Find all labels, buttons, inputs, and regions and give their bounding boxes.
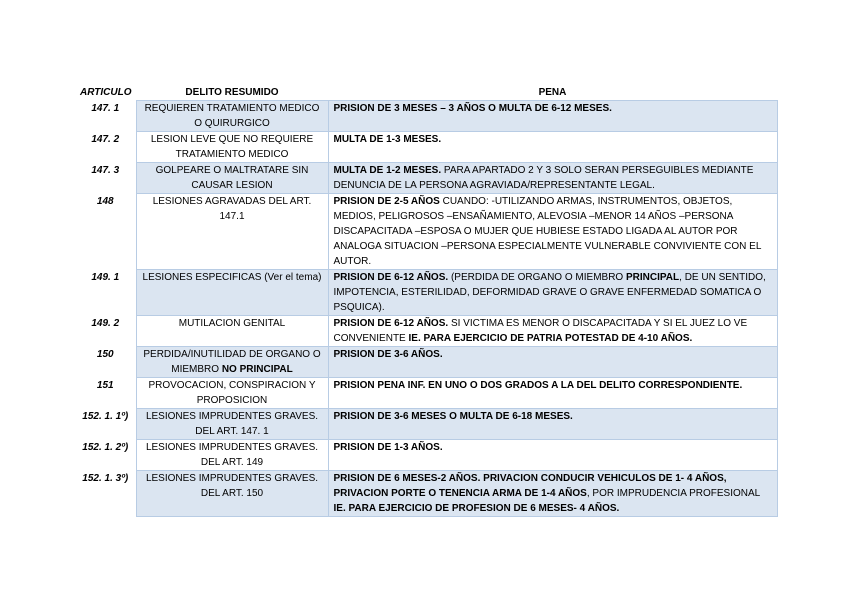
article-cell: 147. 3 <box>91 164 120 176</box>
penalty-cell <box>328 316 777 347</box>
table-body <box>76 101 777 517</box>
penalty-text: SI VICTIMA ES MENOR O DISCAPACITADA Y SI EL JUEZ LO VE CONVENIENTE <box>333 318 748 344</box>
penalty-text: PRISION DE 6-12 AÑOS. <box>333 272 449 283</box>
penalty-cell <box>328 440 777 471</box>
penalty-cell <box>328 101 777 132</box>
penalty-cell <box>328 163 777 194</box>
penalty-text: IE. PARA EJERCICIO DE PATRIA POTESTAD DE 4-10 AÑOS. <box>408 333 693 344</box>
penalty-text: CUANDO: -UTILIZANDO ARMAS, INSTRUMENTOS, OBJETOS, MEDIOS, PELIGROSOS –ENSAÑAMIENTO, ALEVOSIA –MENOR 14 AÑOS –PERSONA DISCAPACITADA –ESPOSA O MUJER QUE HUBIESE ESTADO LIGADA AL AUTOR POR ANALOGA SITUACION –PERSONA ESPECIALMENTE VULNERABLE CONVIVIENTE CON EL AUTOR. <box>333 196 762 267</box>
article-cell: 152. 1. 2º) <box>82 441 129 453</box>
article-cell: 149. 1 <box>91 271 120 283</box>
header-delito: DELITO RESUMIDO <box>136 84 328 101</box>
penalty-cell <box>328 347 777 378</box>
header-pena: PENA <box>328 84 777 101</box>
penalty-cell <box>328 270 777 316</box>
article-cell: 147. 1 <box>91 102 120 114</box>
offense-text: NO PRINCIPAL <box>221 364 293 375</box>
table-row <box>76 378 777 409</box>
penalty-text: IE. PARA EJERCICIO DE PROFESION DE 6 MESES- 4 AÑOS. <box>333 503 620 514</box>
article-cell: 152. 1. 3º) <box>82 472 129 484</box>
article-cell: 150 <box>96 348 114 360</box>
offense-text: PERDIDA/INUTILIDAD DE ORGANO O MIEMBRO <box>143 349 321 375</box>
table-row <box>76 347 777 378</box>
offense-cell: GOLPEARE O MALTRATARE SIN CAUSAR LESION <box>136 163 328 194</box>
penalty-text: , DE UN SENTIDO, IMPOTENCIA, ESTERILIDAD, DEFORMIDAD GRAVE O GRAVE ENFERMEDAD SOMATICA O PSQUICA). <box>333 272 766 313</box>
penalty-cell <box>328 409 777 440</box>
offense-cell: REQUIEREN TRATAMIENTO MEDICO O QUIRURGICO <box>136 101 328 132</box>
penalty-cell <box>328 194 777 270</box>
penalty-cell <box>328 132 777 163</box>
table-row <box>76 440 777 471</box>
article-cell: 149. 2 <box>91 317 120 329</box>
table-row <box>76 409 777 440</box>
table-row <box>76 194 777 270</box>
penalty-text: PARA APARTADO 2 Y 3 SOLO SERAN PERSEGUIBLES MEDIANTE DENUNCIA DE LA PERSONA AGRAVIADA/REPRESENTANTE LEGAL. <box>333 165 754 191</box>
penalty-text: (PERDIDA DE ORGANO O MIEMBRO <box>448 272 626 283</box>
article-cell: 148 <box>96 195 114 207</box>
offense-cell: PROVOCACION, CONSPIRACION Y PROPOSICION <box>136 378 328 409</box>
penalty-table <box>76 84 778 517</box>
article-cell: 151 <box>96 379 114 391</box>
penalty-text: PRISION DE 1-3 AÑOS. <box>333 442 443 453</box>
table-header-row <box>76 84 777 101</box>
table-row <box>76 101 777 132</box>
penalty-text: PRISION DE 6-12 AÑOS. <box>333 318 449 329</box>
penalty-text: PRISION DE 3-6 AÑOS. <box>333 349 443 360</box>
penalty-text: , POR IMPRUDENCIA PROFESIONAL <box>586 488 760 499</box>
penalty-cell <box>328 471 777 517</box>
offense-cell: LESIONES ESPECIFICAS (Ver el tema) <box>136 270 328 316</box>
table-row <box>76 316 777 347</box>
article-cell: 152. 1. 1º) <box>82 410 129 422</box>
penalty-text: PRISION DE 2-5 AÑOS <box>333 196 440 207</box>
penalty-text: PRINCIPAL <box>625 272 680 283</box>
penalty-cell <box>328 378 777 409</box>
article-cell: 147. 2 <box>91 133 120 145</box>
offense-cell: LESION LEVE QUE NO REQUIERE TRATAMIENTO MEDICO <box>136 132 328 163</box>
penalty-text: PRISION DE 3 MESES – 3 AÑOS O MULTA DE 6-12 MESES. <box>333 103 612 114</box>
table-row <box>76 163 777 194</box>
table-row <box>76 471 777 517</box>
header-articulo: ARTICULO <box>80 87 132 99</box>
penalty-text: PRISION PENA INF. EN UNO O DOS GRADOS A LA DEL DELITO CORRESPONDIENTE. <box>333 380 743 391</box>
offense-cell: LESIONES AGRAVADAS DEL ART. 147.1 <box>136 194 328 270</box>
penalty-text: PRISION DE 6 MESES-2 AÑOS. PRIVACION CONDUCIR VEHICULOS DE 1- 4 AÑOS, PRIVACION PORTE O TENENCIA ARMA DE 1-4 AÑOS <box>333 473 727 499</box>
table-row <box>76 132 777 163</box>
offense-cell: LESIONES IMPRUDENTES GRAVES. DEL ART. 150 <box>136 471 328 517</box>
table-row <box>76 270 777 316</box>
penalty-text: MULTA DE 1-2 MESES. <box>333 165 442 176</box>
penalty-text: PRISION DE 3-6 MESES O MULTA DE 6-18 MESES. <box>333 411 573 422</box>
penalty-text: MULTA DE 1-3 MESES. <box>333 134 442 145</box>
offense-cell <box>136 347 328 378</box>
offense-cell: LESIONES IMPRUDENTES GRAVES. DEL ART. 149 <box>136 440 328 471</box>
offense-cell: LESIONES IMPRUDENTES GRAVES. DEL ART. 147. 1 <box>136 409 328 440</box>
offense-cell: MUTILACION GENITAL <box>136 316 328 347</box>
